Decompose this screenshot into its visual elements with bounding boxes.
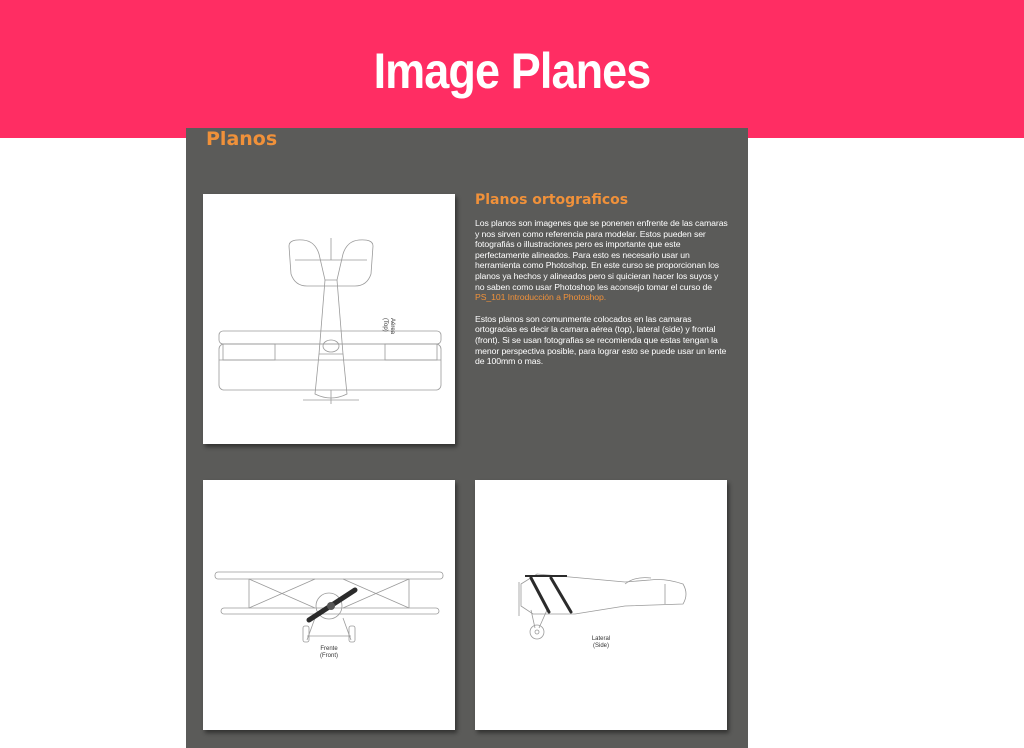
- paragraph-1: Los planos son imagenes que se ponenen enfrente de las camaras y nos sirven como referencia para modelar. Estos pueden ser fotografiás o illustraciones pero es importante que este perfectamente alineados. Para esto es necesario usar un herramienta como Photoshop. En este curso se proporcionan los planos ya hechos y alineados pero si quicieran hacer los suyos y no saben como usar Photoshop les aconsejo tomar el curso de PS_101 Introducción a Photoshop.: [475, 218, 728, 303]
- top-view-plan: [203, 194, 455, 444]
- svg-text:(Front): (Front): [320, 653, 338, 659]
- article-text: [475, 192, 730, 367]
- panel-title: Planos: [206, 128, 278, 150]
- front-view-caption: [320, 646, 338, 659]
- svg-text:(Top): (Top): [382, 318, 388, 332]
- title-banner: [0, 0, 1024, 138]
- side-view-plan: [475, 480, 727, 730]
- svg-text:(Side): (Side): [592, 643, 610, 649]
- top-view-card: [203, 194, 455, 444]
- paragraph-2: Estos planos son comunmente colocados en las camaras ortogracias es decir la camara aérea (top), lateral (side) y frontal (front). Si se usan fotografias se recomienda que estas tengan la menor perspectiva posible, para lograr esto se puede usar un lente de 100mm o mas.: [475, 313, 727, 367]
- side-view-card: [475, 480, 727, 730]
- course-link[interactable]: PS_101 Introducción a Photoshop.: [475, 292, 607, 303]
- section-title: Planos ortograficos: [475, 192, 629, 208]
- front-view-card: [203, 480, 455, 730]
- svg-text:Frente: Frente: [320, 646, 338, 652]
- slide-title: Image Planes: [373, 43, 651, 99]
- svg-text:Lateral: Lateral: [591, 636, 611, 642]
- svg-text:Aérea: Aérea: [389, 318, 395, 335]
- front-view-plan: [203, 480, 455, 730]
- side-view-caption: [592, 636, 610, 649]
- top-view-caption: [382, 318, 395, 335]
- screenshot-panel: [186, 128, 748, 748]
